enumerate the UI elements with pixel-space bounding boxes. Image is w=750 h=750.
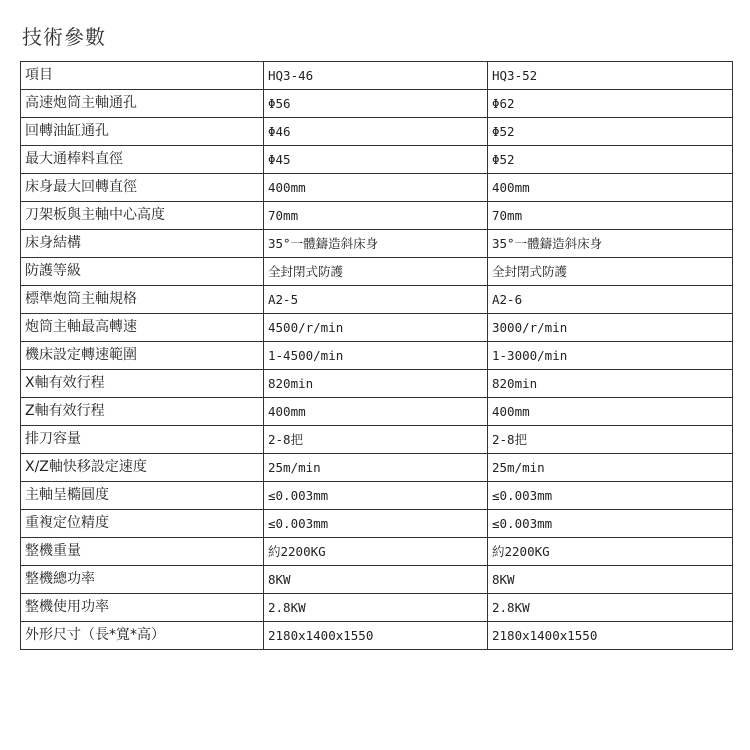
spec-hq3-46-cell: 2180x1400x1550: [264, 622, 488, 650]
spec-hq3-46-cell: 8KW: [264, 566, 488, 594]
spec-item-cell: 整機使用功率: [21, 594, 264, 622]
spec-item-cell: 防護等級: [21, 258, 264, 286]
spec-hq3-46-cell: ≤0.003mm: [264, 482, 488, 510]
table-row: [21, 594, 733, 622]
table-row: [21, 622, 733, 650]
spec-hq3-46-cell: Φ56: [264, 90, 488, 118]
spec-hq3-46-cell: 35°一體鑄造斜床身: [264, 230, 488, 258]
spec-hq3-52-cell: 2180x1400x1550: [488, 622, 733, 650]
spec-hq3-52-cell: ≤0.003mm: [488, 482, 733, 510]
table-row: [21, 342, 733, 370]
spec-hq3-52-cell: 約2200KG: [488, 538, 733, 566]
spec-hq3-46-cell: 全封閉式防護: [264, 258, 488, 286]
spec-hq3-52-cell: HQ3-52: [488, 62, 733, 90]
spec-item-cell: 整機總功率: [21, 566, 264, 594]
spec-hq3-52-cell: Φ52: [488, 118, 733, 146]
table-row: [21, 174, 733, 202]
spec-item-cell: 外形尺寸（長*寬*高）: [21, 622, 264, 650]
table-row: [21, 202, 733, 230]
spec-item-cell: 床身結構: [21, 230, 264, 258]
spec-item-cell: 床身最大回轉直徑: [21, 174, 264, 202]
spec-hq3-52-cell: 70mm: [488, 202, 733, 230]
spec-hq3-52-cell: 25m/min: [488, 454, 733, 482]
spec-hq3-52-cell: 全封閉式防護: [488, 258, 733, 286]
spec-hq3-46-cell: A2-5: [264, 286, 488, 314]
table-row: [21, 90, 733, 118]
spec-hq3-52-cell: 2.8KW: [488, 594, 733, 622]
spec-item-cell: 最大通棒料直徑: [21, 146, 264, 174]
spec-hq3-46-cell: 4500/r/min: [264, 314, 488, 342]
spec-item-cell: X/Z軸快移設定速度: [21, 454, 264, 482]
spec-item-cell: 高速炮筒主軸通孔: [21, 90, 264, 118]
spec-hq3-46-cell: HQ3-46: [264, 62, 488, 90]
spec-hq3-46-cell: Φ46: [264, 118, 488, 146]
spec-hq3-46-cell: 400mm: [264, 398, 488, 426]
table-row: [21, 566, 733, 594]
table-row: [21, 482, 733, 510]
spec-item-cell: 項目: [21, 62, 264, 90]
spec-hq3-46-cell: 70mm: [264, 202, 488, 230]
spec-hq3-46-cell: 2.8KW: [264, 594, 488, 622]
table-row: [21, 314, 733, 342]
spec-table-body: [21, 62, 733, 650]
spec-item-cell: 回轉油缸通孔: [21, 118, 264, 146]
table-row: [21, 230, 733, 258]
table-row: [21, 510, 733, 538]
table-row: [21, 538, 733, 566]
table-row: [21, 426, 733, 454]
spec-item-cell: 炮筒主軸最高轉速: [21, 314, 264, 342]
spec-hq3-46-cell: 約2200KG: [264, 538, 488, 566]
spec-item-cell: 機床設定轉速範圍: [21, 342, 264, 370]
spec-hq3-52-cell: A2-6: [488, 286, 733, 314]
spec-hq3-52-cell: 2-8把: [488, 426, 733, 454]
spec-hq3-52-cell: Φ62: [488, 90, 733, 118]
table-row: [21, 258, 733, 286]
spec-hq3-52-cell: 35°一體鑄造斜床身: [488, 230, 733, 258]
spec-item-cell: 標準炮筒主軸規格: [21, 286, 264, 314]
spec-hq3-52-cell: 3000/r/min: [488, 314, 733, 342]
spec-hq3-52-cell: ≤0.003mm: [488, 510, 733, 538]
table-row: [21, 146, 733, 174]
spec-item-cell: 排刀容量: [21, 426, 264, 454]
table-row: [21, 286, 733, 314]
spec-hq3-46-cell: 1-4500/min: [264, 342, 488, 370]
spec-item-cell: 刀架板與主軸中心高度: [21, 202, 264, 230]
spec-item-cell: Z軸有效行程: [21, 398, 264, 426]
spec-hq3-52-cell: 400mm: [488, 398, 733, 426]
page-title: 技術參數: [22, 25, 106, 49]
spec-hq3-46-cell: Φ45: [264, 146, 488, 174]
table-header-row: [21, 62, 733, 90]
table-row: [21, 454, 733, 482]
spec-hq3-46-cell: 2-8把: [264, 426, 488, 454]
spec-item-cell: 重複定位精度: [21, 510, 264, 538]
spec-hq3-46-cell: 25m/min: [264, 454, 488, 482]
spec-hq3-52-cell: Φ52: [488, 146, 733, 174]
spec-item-cell: 主軸呈橢圓度: [21, 482, 264, 510]
table-row: [21, 398, 733, 426]
spec-item-cell: 整機重量: [21, 538, 264, 566]
spec-hq3-46-cell: ≤0.003mm: [264, 510, 488, 538]
spec-hq3-46-cell: 820min: [264, 370, 488, 398]
spec-item-cell: X軸有效行程: [21, 370, 264, 398]
table-row: [21, 118, 733, 146]
spec-hq3-52-cell: 820min: [488, 370, 733, 398]
table-row: [21, 370, 733, 398]
spec-hq3-52-cell: 1-3000/min: [488, 342, 733, 370]
spec-hq3-46-cell: 400mm: [264, 174, 488, 202]
spec-hq3-52-cell: 8KW: [488, 566, 733, 594]
spec-table: [20, 61, 733, 650]
spec-hq3-52-cell: 400mm: [488, 174, 733, 202]
